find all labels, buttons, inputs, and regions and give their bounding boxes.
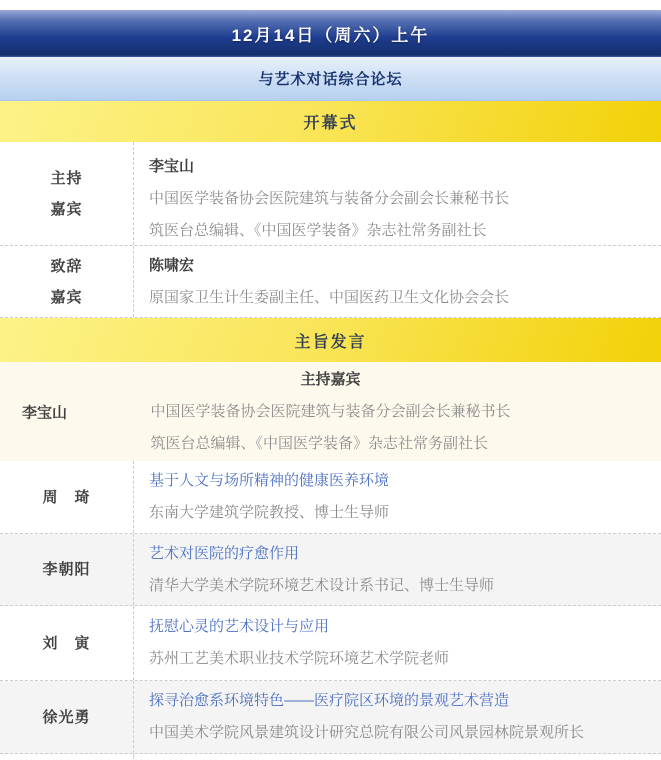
role-label-line2: 嘉宾 <box>50 200 83 218</box>
keynote-host-role: 主持嘉宾 <box>300 370 361 388</box>
guest-desc-line1: 中国医学装备协会医院建筑与装备分会副会长兼秘书长 <box>149 190 510 207</box>
table-row-speaker <box>0 534 661 606</box>
speaker-affiliation: 中国美术学院风景建筑设计研究总院有限公司风景园林院景观所长 <box>149 724 585 741</box>
talk-title-link[interactable]: 抚慰心灵的艺术设计与应用 <box>149 618 330 635</box>
speaker-name: 周 琦 <box>42 488 91 506</box>
row-content <box>133 142 661 245</box>
speaker-affiliation: 东南大学建筑学院教授、博士生导师 <box>149 504 390 521</box>
guest-desc-line2: 筑医台总编辑、《中国医学装备》杂志社常务副社长 <box>149 222 487 239</box>
speaker-name: 李朝阳 <box>42 561 91 578</box>
guest-name: 陈啸宏 <box>149 256 195 274</box>
keynote-host-descs <box>150 396 510 460</box>
row-content <box>133 534 661 605</box>
role-label-line2: 嘉宾 <box>50 288 83 306</box>
table-row-speaker <box>0 606 661 681</box>
section-bar-opening <box>0 101 661 142</box>
role-label-line1: 致辞 <box>50 257 83 275</box>
talk-title-link[interactable]: 基于人文与场所精神的健康医养环境 <box>149 472 390 489</box>
speaker-affiliation: 苏州工艺美术职业技术学院环境艺术学院老师 <box>149 650 450 667</box>
speaker-affiliation: 清华大学美术学院环境艺术设计系书记、博士生导师 <box>149 576 495 594</box>
forum-title-bar <box>0 57 661 101</box>
host-desc-line1: 中国医学装备协会医院建筑与装备分会副会长兼秘书长 <box>150 402 511 420</box>
row-content <box>133 606 661 680</box>
table-row-keynote-host <box>0 362 661 461</box>
date-header-bar <box>0 10 661 57</box>
top-margin <box>0 0 661 10</box>
forum-title-text: 与艺术对话综合论坛 <box>258 71 403 88</box>
speaker-name: 徐光勇 <box>42 708 91 726</box>
table-row-speaker <box>0 681 661 754</box>
section-opening-text: 开幕式 <box>303 115 358 132</box>
guest-name: 李宝山 <box>149 158 195 175</box>
row-content <box>133 681 661 753</box>
row-role-label <box>0 246 133 317</box>
speaker-name: 刘 寅 <box>42 634 91 652</box>
row-content <box>133 246 661 317</box>
table-row-speech-guest <box>0 246 661 318</box>
keynote-host-name: 李宝山 <box>22 404 68 421</box>
host-desc-line2: 筑医台总编辑、《中国医学装备》杂志社常务副社长 <box>150 434 488 452</box>
row-role-label <box>0 142 133 245</box>
table-row-host-guest <box>0 142 661 246</box>
talk-title-link[interactable]: 艺术对医院的疗愈作用 <box>149 544 300 562</box>
row-content <box>133 461 661 533</box>
section-keynote-text: 主旨发言 <box>294 333 367 351</box>
talk-title-link[interactable]: 探寻治愈系环境特色——医疗院区环境的景观艺术营造 <box>149 692 510 709</box>
guest-desc-line1: 原国家卫生计生委副主任、中国医药卫生文化协会会长 <box>149 288 510 306</box>
role-label-line1: 主持 <box>50 169 83 187</box>
column-divider-stub <box>133 754 661 759</box>
table-row-speaker <box>0 461 661 534</box>
date-header-text: 12月14日（周六）上午 <box>231 26 430 45</box>
section-bar-keynote <box>0 318 661 362</box>
